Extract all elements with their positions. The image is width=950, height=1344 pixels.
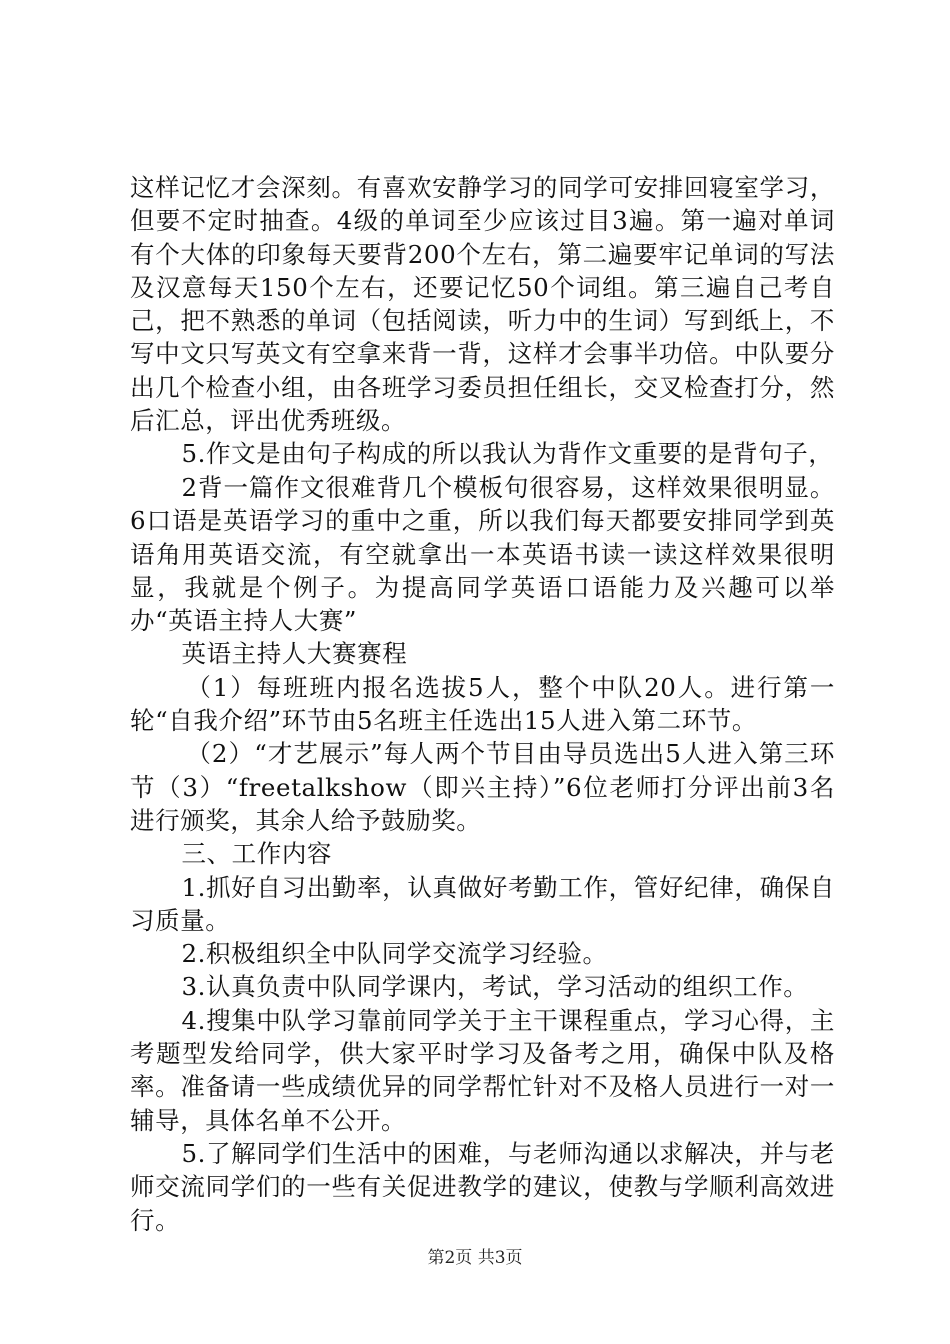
paragraph-memory-method: 这样记忆才会深刻。有喜欢安静学习的同学可安排回寝室学习，但要不定时抽查。4级的单词至少应该过目3遍。第一遍对单词有个大体的印象每天要背200个左右，第二遍要牢记单词的写法及汉意每天150个左右，还要记忆50个词组。第三遍自己考自己，把不熟悉的单词（包括阅读，听力中的生词）写到纸上，不写中文只写英文有空拿来背一背，这样才会事半功倍。中队要分出几个检查小组，由各班学习委员担任组长，交叉检查打分，然后汇总，评出优秀班级。 bbox=[130, 173, 835, 436]
paragraph-item-4: 4.搜集中队学习靠前同学关于主干课程重点，学习心得，主考题型发给同学，供大家平时学习及备考之用，确保中队及格率。准备请一些成绩优异的同学帮忙针对不及格人员进行一对一辅导，具体名单不公开。 bbox=[130, 1005, 835, 1135]
text-block-main bbox=[130, 471, 835, 1237]
paragraph-item-3: 3.认真负责中队同学课内，考试，学习活动的组织工作。 bbox=[181, 972, 809, 1002]
paragraph-item-2: 2.积极组织全中队同学交流学习经验。 bbox=[181, 939, 608, 969]
text-block-top bbox=[130, 171, 835, 471]
paragraph-oral-english: 2背一篇作文很难背几个模板句很容易，这样效果很明显。6口语是英语学习的重中之重，所以我们每天都要安排同学到英语角用英语交流，有空就拿出一本英语书读一读这样效果很明显，我就是个例子。为提高同学英语口语能力及兴趣可以举办“英语主持人大赛” bbox=[130, 473, 835, 636]
section-heading-work-content: 三、工作内容 bbox=[181, 839, 333, 869]
page-footer: 第2页 共3页 bbox=[427, 1248, 523, 1268]
paragraph-item-1: 1.抓好自习出勤率，认真做好考勤工作，管好纪律，确保自习质量。 bbox=[130, 872, 835, 935]
paragraph-item-5: 5.了解同学们生活中的困难，与老师沟通以求解决，并与老师交流同学们的一些有关促进教学的建议，使教与学顺利高效进行。 bbox=[130, 1138, 835, 1235]
paragraph-contest-heading: 英语主持人大赛赛程 bbox=[181, 639, 408, 669]
paragraph-contest-round-2-3: （2）“才艺展示”每人两个节目由导员选出5人进入第三环节（3）“freetalkshow（即兴主持）”6位老师打分评出前3名进行颁奖，其余人给予鼓励奖。 bbox=[130, 739, 835, 835]
paragraph-essay: 5.作文是由句子构成的所以我认为背作文重要的是背句子， bbox=[181, 439, 834, 469]
paragraph-contest-round-1: （1）每班班内报名选拔5人，整个中队20人。进行第一轮“自我介绍”环节由5名班主任选出15人进入第二环节。 bbox=[130, 672, 835, 736]
